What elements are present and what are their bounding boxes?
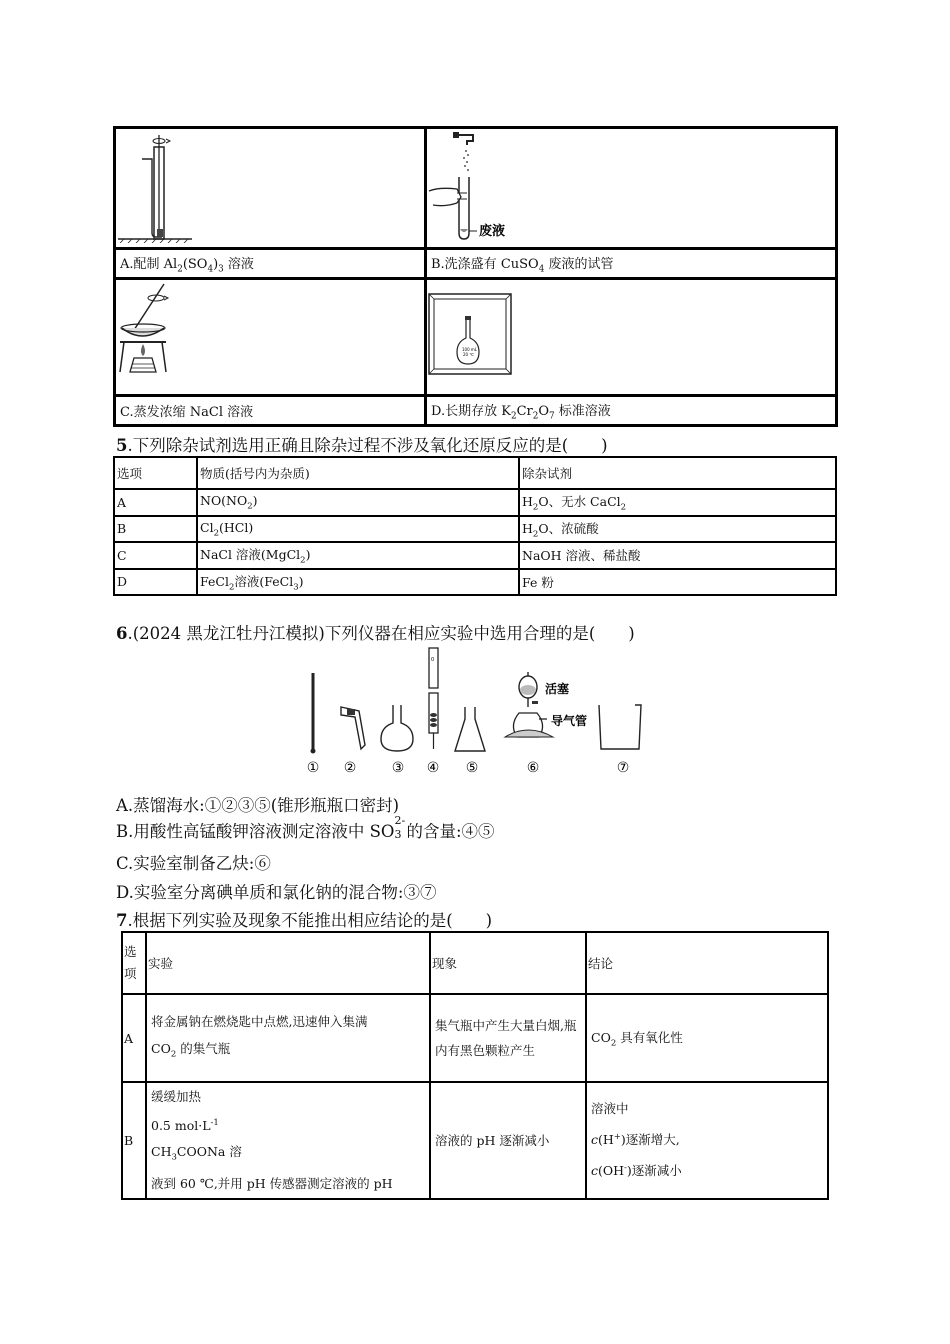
q5-table xyxy=(113,456,837,596)
instruments-figure xyxy=(295,645,655,780)
flask-temperature-label: 20 ℃ xyxy=(463,352,474,357)
option-b-figure xyxy=(426,128,837,249)
option-d-figure xyxy=(426,279,837,396)
q6-option-a: A.蒸馏海水:①②③⑤(锥形瓶瓶口密封) xyxy=(116,796,400,815)
valve-label: 活塞 xyxy=(545,682,570,696)
table-row: B $Cl_2(HCl)$ $H_2O$、浓硫酸 xyxy=(114,516,836,543)
table-row: C NaCl 溶液(MgCl$_2$) NaOH 溶液、稀盐酸 xyxy=(114,542,836,569)
instrument-label: ① xyxy=(306,760,320,776)
instrument-label: ⑦ xyxy=(616,760,630,776)
conical-flask-icon xyxy=(455,707,485,751)
question-5: 5.下列除杂试剂选用正确且除杂过程不涉及氧化还原反应的是( ) xyxy=(116,436,608,455)
adapter-tube-icon xyxy=(341,707,365,749)
beaker-icon xyxy=(599,705,641,749)
flask-volume-label: 100 mL xyxy=(462,347,478,352)
table-row: D FeCl$_2$溶液(FeCl$_3$) Fe 粉 xyxy=(114,569,836,596)
q4-options-table xyxy=(113,126,838,427)
evaporating-dish-figure xyxy=(116,280,424,390)
instrument-label: ④ xyxy=(426,760,440,776)
option-c-caption: C.蒸发浓缩 NaCl 溶液 xyxy=(115,396,426,426)
header-option: 选项 xyxy=(114,457,197,489)
table-row: A 将金属钠在燃烧匙中点燃,迅速伸入集满 $CO_2$ 的集气瓶 集气瓶中产生大量白烟,瓶内有黑色颗粒产生 $CO_2$ 具有氧化性 xyxy=(122,994,828,1082)
waste-liquid-label: 废液 xyxy=(479,224,506,239)
instrument-label: ② xyxy=(343,760,357,776)
q7-table xyxy=(121,931,829,1200)
svg-text:0: 0 xyxy=(431,657,435,663)
header-conclusion: 结论 xyxy=(586,932,828,994)
gas-generator-icon xyxy=(505,672,587,737)
graduated-cylinder-figure xyxy=(116,129,424,243)
delivery-tube-label: 导气管 xyxy=(551,714,588,728)
table-header-row xyxy=(122,932,828,994)
question-7: 7.根据下列实验及现象不能推出相应结论的是( ) xyxy=(116,911,493,930)
round-flask-icon xyxy=(381,705,413,751)
instrument-label: ③ xyxy=(391,760,405,776)
question-6: 6.(2024 黑龙江牡丹江模拟)下列仪器在相应实验中选用合理的是( ) xyxy=(116,624,635,643)
table-header-row xyxy=(114,457,836,489)
option-a-caption: A.配制 $Al_2(SO_4)_3$ 溶液 xyxy=(115,249,426,279)
instrument-label: ⑤ xyxy=(465,760,479,776)
q6-option-c: C.实验室制备乙炔:⑥ xyxy=(116,854,271,873)
test-tube-washing-figure xyxy=(427,129,835,243)
header-phenomenon: 现象 xyxy=(430,932,586,994)
header-option: 选项 xyxy=(122,932,146,994)
table-row: B 缓缓加热 0.5 $mol\cdot L^{-1}$ $CH_3COONa$ 溶 液到 60 ℃,并用 pH 传感器测定溶液的 pH 溶液的 pH 逐渐减小 溶液中 c(H+)逐渐增大, c(OH-)逐渐减小 xyxy=(122,1082,828,1199)
thermometer-icon xyxy=(311,673,316,754)
instrument-label: ⑥ xyxy=(526,760,540,776)
q6-option-d: D.实验室分离碘单质和氯化钠的混合物:③⑦ xyxy=(116,883,437,902)
option-a-figure xyxy=(115,128,426,249)
table-row: A $NO(NO_2)$ $H_2O$、无水 CaCl$_2$ xyxy=(114,489,836,516)
burette-icon xyxy=(429,648,438,749)
option-c-figure xyxy=(115,279,426,396)
header-experiment: 实验 xyxy=(146,932,430,994)
option-b-caption: B.洗涤盛有 CuSO$_4$ 废液的试管 xyxy=(426,249,837,279)
header-reagent: 除杂试剂 xyxy=(519,457,836,489)
q6-option-b: B.用酸性高锰酸钾溶液测定溶液中 SO 2- 3 的含量:④⑤ xyxy=(116,814,495,841)
volumetric-flask-figure xyxy=(427,280,835,390)
header-substance: 物质(括号内为杂质) xyxy=(197,457,519,489)
option-d-caption: D.长期存放 $K_2Cr_2O_7$ 标准溶液 xyxy=(426,396,837,426)
